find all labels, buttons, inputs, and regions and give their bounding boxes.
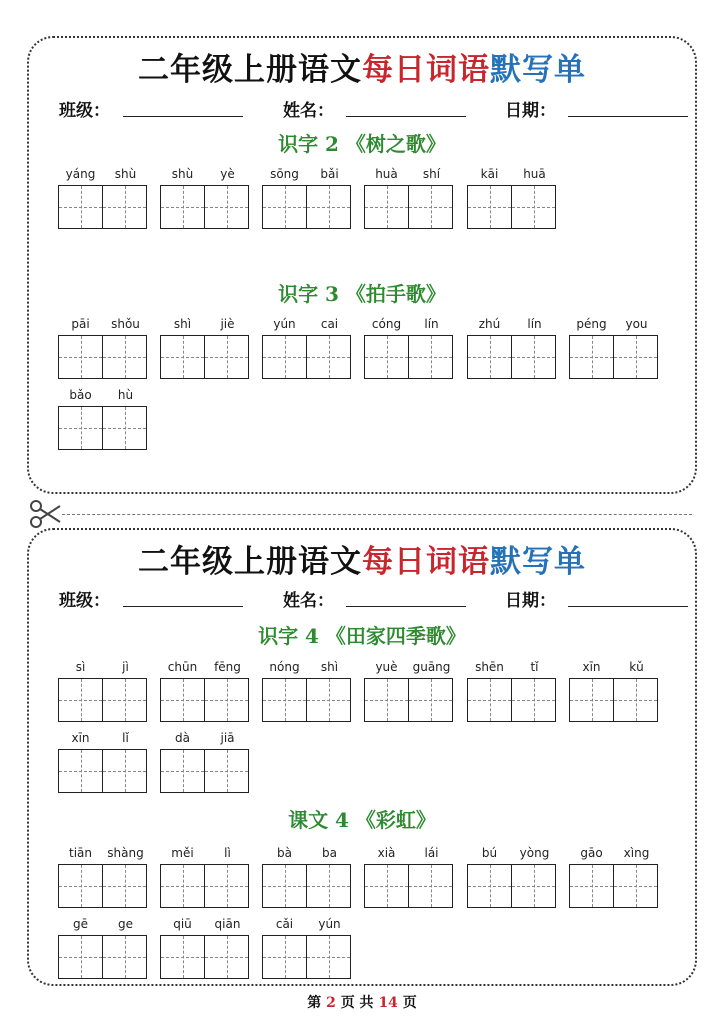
writing-cell[interactable] (102, 750, 146, 792)
class-label: 班级： (59, 591, 110, 611)
name-label: 姓名： (283, 591, 334, 611)
pinyin-label: bú (481, 846, 498, 860)
pinyin-label: ge (118, 917, 133, 931)
class-field[interactable] (123, 116, 243, 117)
writing-cell[interactable] (161, 936, 204, 978)
writing-cell[interactable] (468, 186, 511, 228)
word-item (262, 917, 352, 991)
writing-cell[interactable] (59, 186, 102, 228)
writing-cell[interactable] (511, 336, 555, 378)
writing-grid (467, 678, 556, 722)
lesson-title: 识字 4 《田家四季歌》 (258, 624, 466, 648)
writing-cell[interactable] (468, 336, 511, 378)
writing-cell[interactable] (306, 679, 350, 721)
cut-line (62, 514, 692, 515)
writing-grid (160, 864, 249, 908)
writing-cell[interactable] (263, 936, 306, 978)
name-field[interactable] (346, 116, 466, 117)
writing-grid (58, 864, 147, 908)
word-item (58, 917, 148, 991)
word-item (364, 660, 454, 734)
writing-cell[interactable] (161, 750, 204, 792)
pinyin-label: guāng (412, 660, 451, 674)
word-item (467, 660, 557, 734)
pinyin-label: shù (171, 167, 194, 181)
pinyin-label: cǎi (275, 917, 294, 931)
pinyin-label: xìng (623, 846, 650, 860)
writing-cell[interactable] (102, 407, 146, 449)
pinyin-label: shí (422, 167, 441, 181)
writing-cell[interactable] (408, 865, 452, 907)
sheet-title: 二年级上册语文每日词语默写单 (138, 544, 586, 580)
pinyin-label: shù (114, 167, 137, 181)
writing-cell[interactable] (59, 865, 102, 907)
pinyin-label: huā (523, 167, 546, 181)
writing-cell[interactable] (613, 865, 657, 907)
writing-cell[interactable] (59, 750, 102, 792)
pinyin-label: huà (375, 167, 398, 181)
pinyin-label: jiā (220, 731, 235, 745)
writing-cell[interactable] (204, 679, 248, 721)
word-item (58, 731, 148, 805)
writing-cell[interactable] (102, 865, 146, 907)
writing-cell[interactable] (59, 407, 102, 449)
lesson-title: 课文 4 《彩虹》 (288, 808, 436, 832)
pinyin-label: ba (322, 846, 337, 860)
writing-grid (364, 678, 453, 722)
writing-cell[interactable] (263, 679, 306, 721)
word-item (467, 846, 557, 920)
writing-cell[interactable] (102, 936, 146, 978)
writing-cell[interactable] (408, 186, 452, 228)
writing-grid (467, 185, 556, 229)
writing-cell[interactable] (306, 186, 350, 228)
word-item (160, 660, 250, 734)
pinyin-label: xīn (71, 731, 90, 745)
writing-grid (262, 678, 351, 722)
date-label: 日期： (505, 591, 556, 611)
pinyin-label: nóng (269, 660, 300, 674)
writing-grid (58, 678, 147, 722)
writing-cell[interactable] (613, 679, 657, 721)
word-item (58, 317, 148, 391)
word-item (569, 660, 659, 734)
writing-grid (569, 678, 658, 722)
writing-cell[interactable] (161, 186, 204, 228)
writing-cell[interactable] (204, 865, 248, 907)
pinyin-label: péng (576, 317, 607, 331)
lesson-title: 识字 2 《树之歌》 (278, 132, 446, 156)
pinyin-label: lǐ (122, 731, 129, 745)
pinyin-label: pāi (71, 317, 90, 331)
pinyin-label: měi (171, 846, 194, 860)
word-item (262, 846, 352, 920)
date-label: 日期： (505, 101, 556, 121)
pinyin-label: zhú (478, 317, 501, 331)
pinyin-label: jiè (220, 317, 235, 331)
pinyin-label: shì (320, 660, 339, 674)
pinyin-label: bǎo (69, 388, 92, 402)
writing-grid (262, 335, 351, 379)
word-item (58, 167, 148, 241)
word-item (262, 167, 352, 241)
pinyin-label: hù (117, 388, 134, 402)
pinyin-label: cóng (371, 317, 402, 331)
word-item (160, 167, 250, 241)
name-label: 姓名： (283, 101, 334, 121)
page-footer: 第 2 页 共 14 页 (307, 995, 417, 1011)
writing-grid (262, 185, 351, 229)
writing-grid (364, 864, 453, 908)
writing-grid (58, 406, 147, 450)
writing-cell[interactable] (365, 679, 408, 721)
writing-cell[interactable] (468, 679, 511, 721)
pinyin-label: lín (424, 317, 439, 331)
writing-cell[interactable] (306, 336, 350, 378)
class-label: 班级： (59, 101, 110, 121)
writing-grid (160, 335, 249, 379)
word-item (364, 317, 454, 391)
writing-cell[interactable] (511, 186, 555, 228)
pinyin-label: qiū (173, 917, 192, 931)
pinyin-label: sì (75, 660, 86, 674)
writing-cell[interactable] (161, 336, 204, 378)
writing-cell[interactable] (59, 336, 102, 378)
lesson-title: 识字 3 《拍手歌》 (278, 282, 446, 306)
pinyin-label: lì (224, 846, 231, 860)
pinyin-label: sōng (270, 167, 299, 181)
writing-grid (160, 185, 249, 229)
writing-cell[interactable] (204, 186, 248, 228)
word-item (262, 317, 352, 391)
writing-grid (467, 864, 556, 908)
writing-grid (467, 335, 556, 379)
writing-grid (262, 935, 351, 979)
writing-cell[interactable] (59, 936, 102, 978)
writing-grid (58, 185, 147, 229)
writing-cell[interactable] (161, 865, 204, 907)
scissors-icon (28, 498, 62, 530)
word-item (160, 317, 250, 391)
pinyin-label: chūn (167, 660, 198, 674)
date-field[interactable] (568, 116, 688, 117)
word-item (467, 167, 557, 241)
writing-grid (58, 335, 147, 379)
date-field[interactable] (568, 606, 688, 607)
name-field[interactable] (346, 606, 466, 607)
writing-grid (58, 935, 147, 979)
pinyin-label: kǔ (629, 660, 644, 674)
pinyin-label: fēng (214, 660, 241, 674)
word-item (569, 846, 659, 920)
word-item (58, 388, 148, 462)
word-item (364, 846, 454, 920)
pinyin-label: dà (175, 731, 190, 745)
pinyin-label: lái (424, 846, 439, 860)
writing-cell[interactable] (408, 679, 452, 721)
pinyin-label: you (625, 317, 648, 331)
pinyin-label: bà (277, 846, 292, 860)
writing-cell[interactable] (570, 865, 613, 907)
writing-cell[interactable] (365, 865, 408, 907)
pinyin-label: shēn (475, 660, 504, 674)
pinyin-label: yún (318, 917, 341, 931)
sheet-title: 二年级上册语文每日词语默写单 (138, 52, 586, 88)
pinyin-label: gē (73, 917, 88, 931)
writing-cell[interactable] (59, 679, 102, 721)
pinyin-label: lín (527, 317, 542, 331)
writing-cell[interactable] (102, 336, 146, 378)
writing-cell[interactable] (306, 865, 350, 907)
writing-cell[interactable] (102, 679, 146, 721)
pinyin-label: xià (377, 846, 396, 860)
writing-grid (262, 864, 351, 908)
pinyin-label: gāo (580, 846, 603, 860)
pinyin-label: bǎi (320, 167, 339, 181)
writing-cell[interactable] (408, 336, 452, 378)
writing-cell[interactable] (570, 679, 613, 721)
writing-grid (160, 749, 249, 793)
writing-cell[interactable] (468, 865, 511, 907)
writing-grid (364, 185, 453, 229)
writing-cell[interactable] (511, 679, 555, 721)
word-item (569, 317, 659, 391)
writing-cell[interactable] (365, 336, 408, 378)
pinyin-label: shì (173, 317, 192, 331)
writing-grid (58, 749, 147, 793)
pinyin-label: qiān (214, 917, 241, 931)
writing-cell[interactable] (263, 865, 306, 907)
word-item (262, 660, 352, 734)
writing-cell[interactable] (613, 336, 657, 378)
pinyin-label: yuè (375, 660, 398, 674)
pinyin-label: tǐ (530, 660, 539, 674)
pinyin-label: shǒu (111, 317, 140, 331)
pinyin-label: yè (220, 167, 235, 181)
class-field[interactable] (123, 606, 243, 607)
pinyin-label: shàng (107, 846, 144, 860)
writing-cell[interactable] (511, 865, 555, 907)
writing-cell[interactable] (263, 336, 306, 378)
pinyin-label: yáng (65, 167, 96, 181)
word-item (58, 660, 148, 734)
word-item (58, 846, 148, 920)
writing-cell[interactable] (204, 936, 248, 978)
writing-grid (364, 335, 453, 379)
writing-grid (160, 935, 249, 979)
pinyin-label: yún (273, 317, 296, 331)
word-item (160, 846, 250, 920)
word-item (364, 167, 454, 241)
word-item (160, 917, 250, 991)
word-item (160, 731, 250, 805)
pinyin-label: yòng (519, 846, 550, 860)
writing-grid (160, 678, 249, 722)
writing-cell[interactable] (365, 186, 408, 228)
writing-cell[interactable] (570, 336, 613, 378)
pinyin-label: tiān (69, 846, 92, 860)
writing-cell[interactable] (263, 186, 306, 228)
writing-cell[interactable] (102, 186, 146, 228)
pinyin-label: xīn (582, 660, 601, 674)
writing-cell[interactable] (204, 336, 248, 378)
writing-grid (569, 335, 658, 379)
pinyin-label: jì (122, 660, 129, 674)
pinyin-label: cai (320, 317, 339, 331)
writing-cell[interactable] (161, 679, 204, 721)
word-item (467, 317, 557, 391)
writing-cell[interactable] (204, 750, 248, 792)
pinyin-label: kāi (480, 167, 499, 181)
writing-cell[interactable] (306, 936, 350, 978)
writing-grid (569, 864, 658, 908)
